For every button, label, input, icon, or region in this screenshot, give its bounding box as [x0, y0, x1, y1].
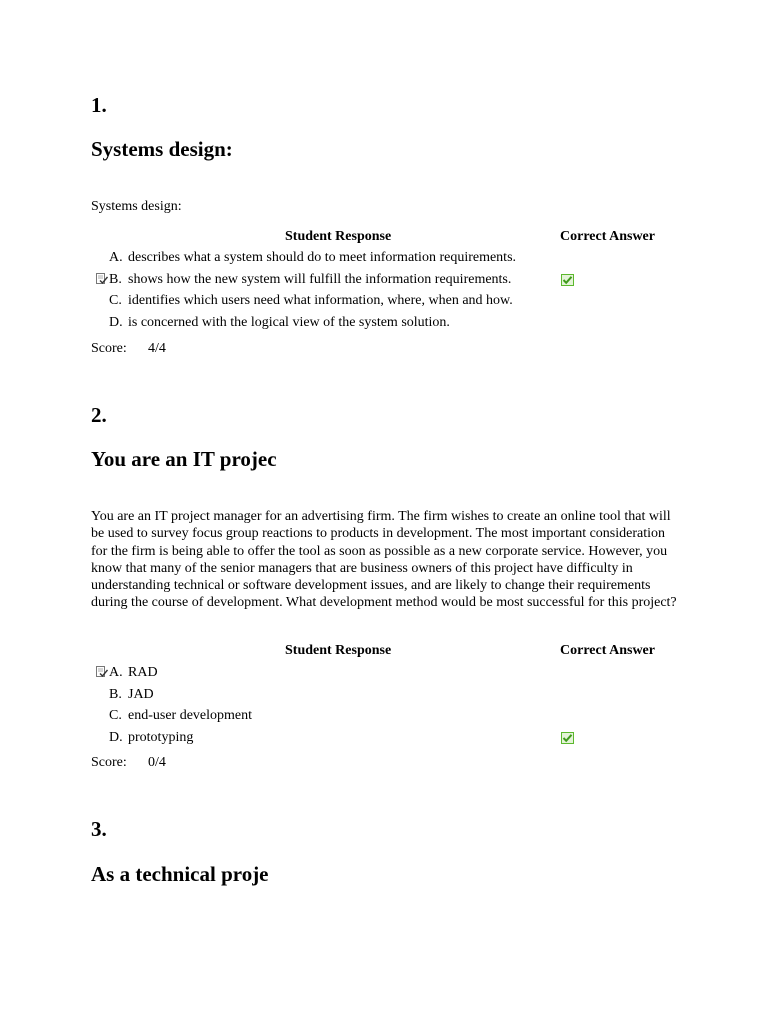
option-letter: A.	[109, 665, 123, 680]
checklist-icon	[96, 273, 108, 285]
option-letter: D.	[109, 315, 123, 330]
option-letter: B.	[109, 687, 122, 702]
option-text: describes what a system should do to meet information requirements.	[128, 250, 517, 265]
question-3-number: 3.	[91, 817, 107, 841]
option-text: is concerned with the logical view of the system solution.	[128, 315, 450, 330]
question-2-option-d	[91, 727, 691, 748]
option-text: end-user development	[128, 708, 253, 723]
question-2-title: You are an IT projec	[91, 447, 277, 471]
option-text: RAD	[128, 665, 158, 680]
score-label: Score:	[91, 341, 127, 356]
green-check-icon	[561, 274, 574, 286]
option-letter: C.	[109, 293, 122, 308]
checklist-icon	[96, 666, 108, 678]
student-response-header: Student Response	[285, 229, 392, 244]
question-2-number: 2.	[91, 403, 107, 427]
option-text: shows how the new system will fulfill the information requirements.	[128, 272, 512, 287]
question-2-option-c	[91, 705, 691, 726]
question-1-score	[91, 341, 166, 356]
question-2-text: You are an IT project manager for an advertising firm. The firm wishes to create an online tool that will be used to survey focus group reactions to products in development. The most important consideration for the firm is being able to offer the tool as soon as possible as a new corporate service. However, you know that many of the senior managers that are business owners of this project have difficulty in understanding technical or software development issues, and are likely to change their requirements during the course of development. What development method would be most successful for this project?	[91, 509, 677, 611]
question-2-option-b	[91, 684, 691, 705]
question-1-option-b	[91, 269, 691, 290]
option-letter: B.	[109, 272, 122, 287]
score-value: 4/4	[148, 341, 166, 356]
question-1-number: 1.	[91, 93, 107, 117]
correct-answer-header: Correct Answer	[560, 643, 655, 658]
question-2-score	[91, 755, 166, 770]
option-text: JAD	[128, 687, 154, 702]
option-letter: C.	[109, 708, 122, 723]
score-label: Score:	[91, 755, 127, 770]
option-letter: D.	[109, 730, 123, 745]
question-2-option-a	[91, 662, 691, 683]
option-letter: A.	[109, 250, 123, 265]
option-text: prototyping	[128, 730, 194, 745]
question-1-option-c	[91, 290, 691, 311]
correct-answer-header: Correct Answer	[560, 229, 655, 244]
score-value: 0/4	[148, 755, 166, 770]
question-1-option-a	[91, 247, 691, 268]
question-1-option-d	[91, 312, 691, 333]
question-3-title: As a technical proje	[91, 862, 269, 886]
question-1-title: Systems design:	[91, 137, 233, 161]
question-1-text: Systems design:	[91, 199, 182, 214]
green-check-icon	[561, 732, 574, 744]
student-response-header: Student Response	[285, 643, 392, 658]
option-text: identifies which users need what information, where, when and how.	[128, 293, 513, 308]
